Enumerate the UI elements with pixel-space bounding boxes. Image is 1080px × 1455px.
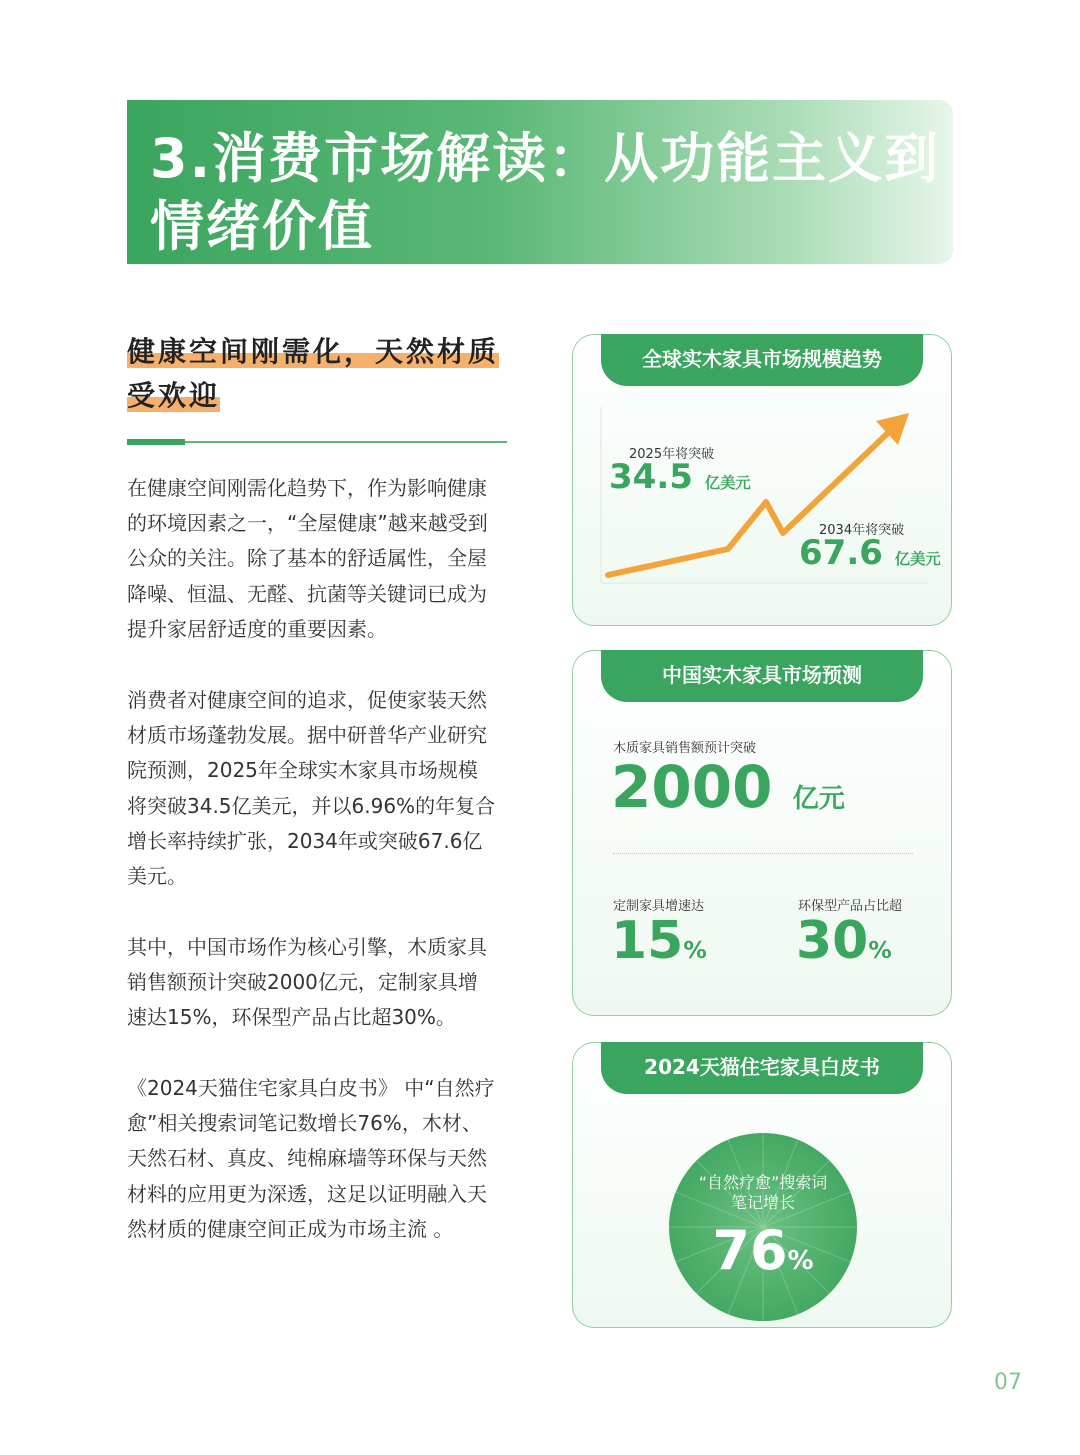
circle-value-unit: %	[787, 1246, 814, 1276]
paragraph-1	[127, 471, 512, 647]
percent-unit: %	[868, 936, 892, 964]
value-2025-unit: 亿美元	[704, 474, 751, 492]
paragraph-3	[127, 930, 512, 1036]
paragraph-line: 速达15%，环保型产品占比超30%。	[127, 1005, 456, 1030]
value-2025	[609, 457, 751, 497]
paragraph-line: 院预测，2025年全球实木家具市场规模	[127, 758, 478, 783]
tmall-whitepaper-card-title: 2024天猫住宅家具白皮书	[601, 1042, 923, 1094]
paragraph-line: 的环境因素之一，“全屋健康”越来越受到	[127, 511, 488, 536]
paragraph-line: 将突破34.5亿美元，并以6.96%的年复合	[127, 793, 496, 818]
label-custom-growth: 定制家具增速达	[613, 899, 705, 914]
value-sales-number: 2000	[611, 753, 773, 821]
page-number: 07	[994, 1370, 1022, 1395]
value-2034-unit: 亿美元	[894, 550, 941, 568]
percent-unit: %	[683, 936, 707, 964]
circle-label	[669, 1173, 857, 1213]
circle-value	[669, 1219, 857, 1282]
label-eco-share: 环保型产品占比超	[798, 899, 903, 914]
circle-label-line2: 笔记增长	[730, 1193, 795, 1212]
value-2025-number: 34.5	[609, 457, 693, 497]
paragraph-line: 《2024天猫住宅家具白皮书》 中“自然疗	[127, 1076, 495, 1100]
value-custom-number: 15	[611, 911, 684, 971]
circle-value-number: 76	[712, 1219, 788, 1282]
page-title-line1: 3.消费市场解读：从功能主义到	[150, 127, 941, 190]
section-divider-accent	[127, 439, 185, 445]
value-2034	[799, 533, 941, 573]
global-market-card	[572, 334, 952, 626]
section-heading-line2: 受欢迎	[127, 379, 221, 412]
global-market-card-title: 全球实木家具市场规模趋势	[601, 334, 923, 386]
paragraph-line: 然材质的健康空间正成为市场主流 。	[127, 1216, 454, 1241]
label-sales: 木质家具销售额预计突破	[613, 741, 757, 756]
value-eco-share	[796, 911, 892, 971]
paragraph-line: 消费者对健康空间的追求，促使家装天然	[127, 688, 487, 712]
section-heading	[127, 330, 507, 418]
value-eco-number: 30	[796, 911, 869, 971]
value-sales	[611, 753, 845, 821]
label-2025: 2025年将突破	[629, 447, 715, 462]
value-2034-number: 67.6	[799, 533, 883, 573]
stat-circle	[669, 1133, 857, 1321]
paragraph-line: 提升家居舒适度的重要因素。	[127, 616, 387, 641]
paragraph-line: 公众的关注。除了基本的舒适属性，全屋	[127, 546, 487, 571]
paragraph-line: 美元。	[127, 864, 187, 889]
paragraph-line: 材质市场蓬勃发展。据中研普华产业研究	[127, 723, 487, 748]
label-2034: 2034年将突破	[819, 523, 905, 538]
paragraph-line: 在健康空间刚需化趋势下，作为影响健康	[127, 476, 487, 500]
section-heading-line1: 健康空间刚需化，天然材质	[127, 335, 500, 368]
paragraph-line: 降噪、恒温、无醛、抗菌等关键词已成为	[127, 581, 487, 606]
china-forecast-card-title: 中国实木家具市场预测	[601, 650, 923, 702]
paragraph-2	[127, 683, 512, 894]
value-sales-unit: 亿元	[792, 784, 845, 814]
paragraph-line: 材料的应用更为深透，这足以证明融入天	[127, 1181, 487, 1206]
paragraph-line: 天然石材、真皮、纯棉麻墙等环保与天然	[127, 1146, 487, 1171]
paragraph-line: 增长率持续扩张，2034年或突破67.6亿	[127, 828, 483, 853]
tmall-whitepaper-card	[572, 1042, 952, 1328]
page-title-line2: 情绪价值	[150, 195, 374, 258]
paragraph-line: 其中，中国市场作为核心引擎，木质家具	[127, 935, 487, 959]
paragraph-4	[127, 1071, 512, 1247]
card-divider	[613, 853, 913, 854]
circle-label-line1: “自然疗愈”搜索词	[698, 1173, 828, 1192]
value-custom-growth	[611, 911, 707, 971]
paragraph-line: 销售额预计突破2000亿元，定制家具增	[127, 970, 478, 995]
paragraph-line: 愈”相关搜索词笔记数增长76%，木材、	[127, 1111, 482, 1136]
china-forecast-card	[572, 650, 952, 1016]
